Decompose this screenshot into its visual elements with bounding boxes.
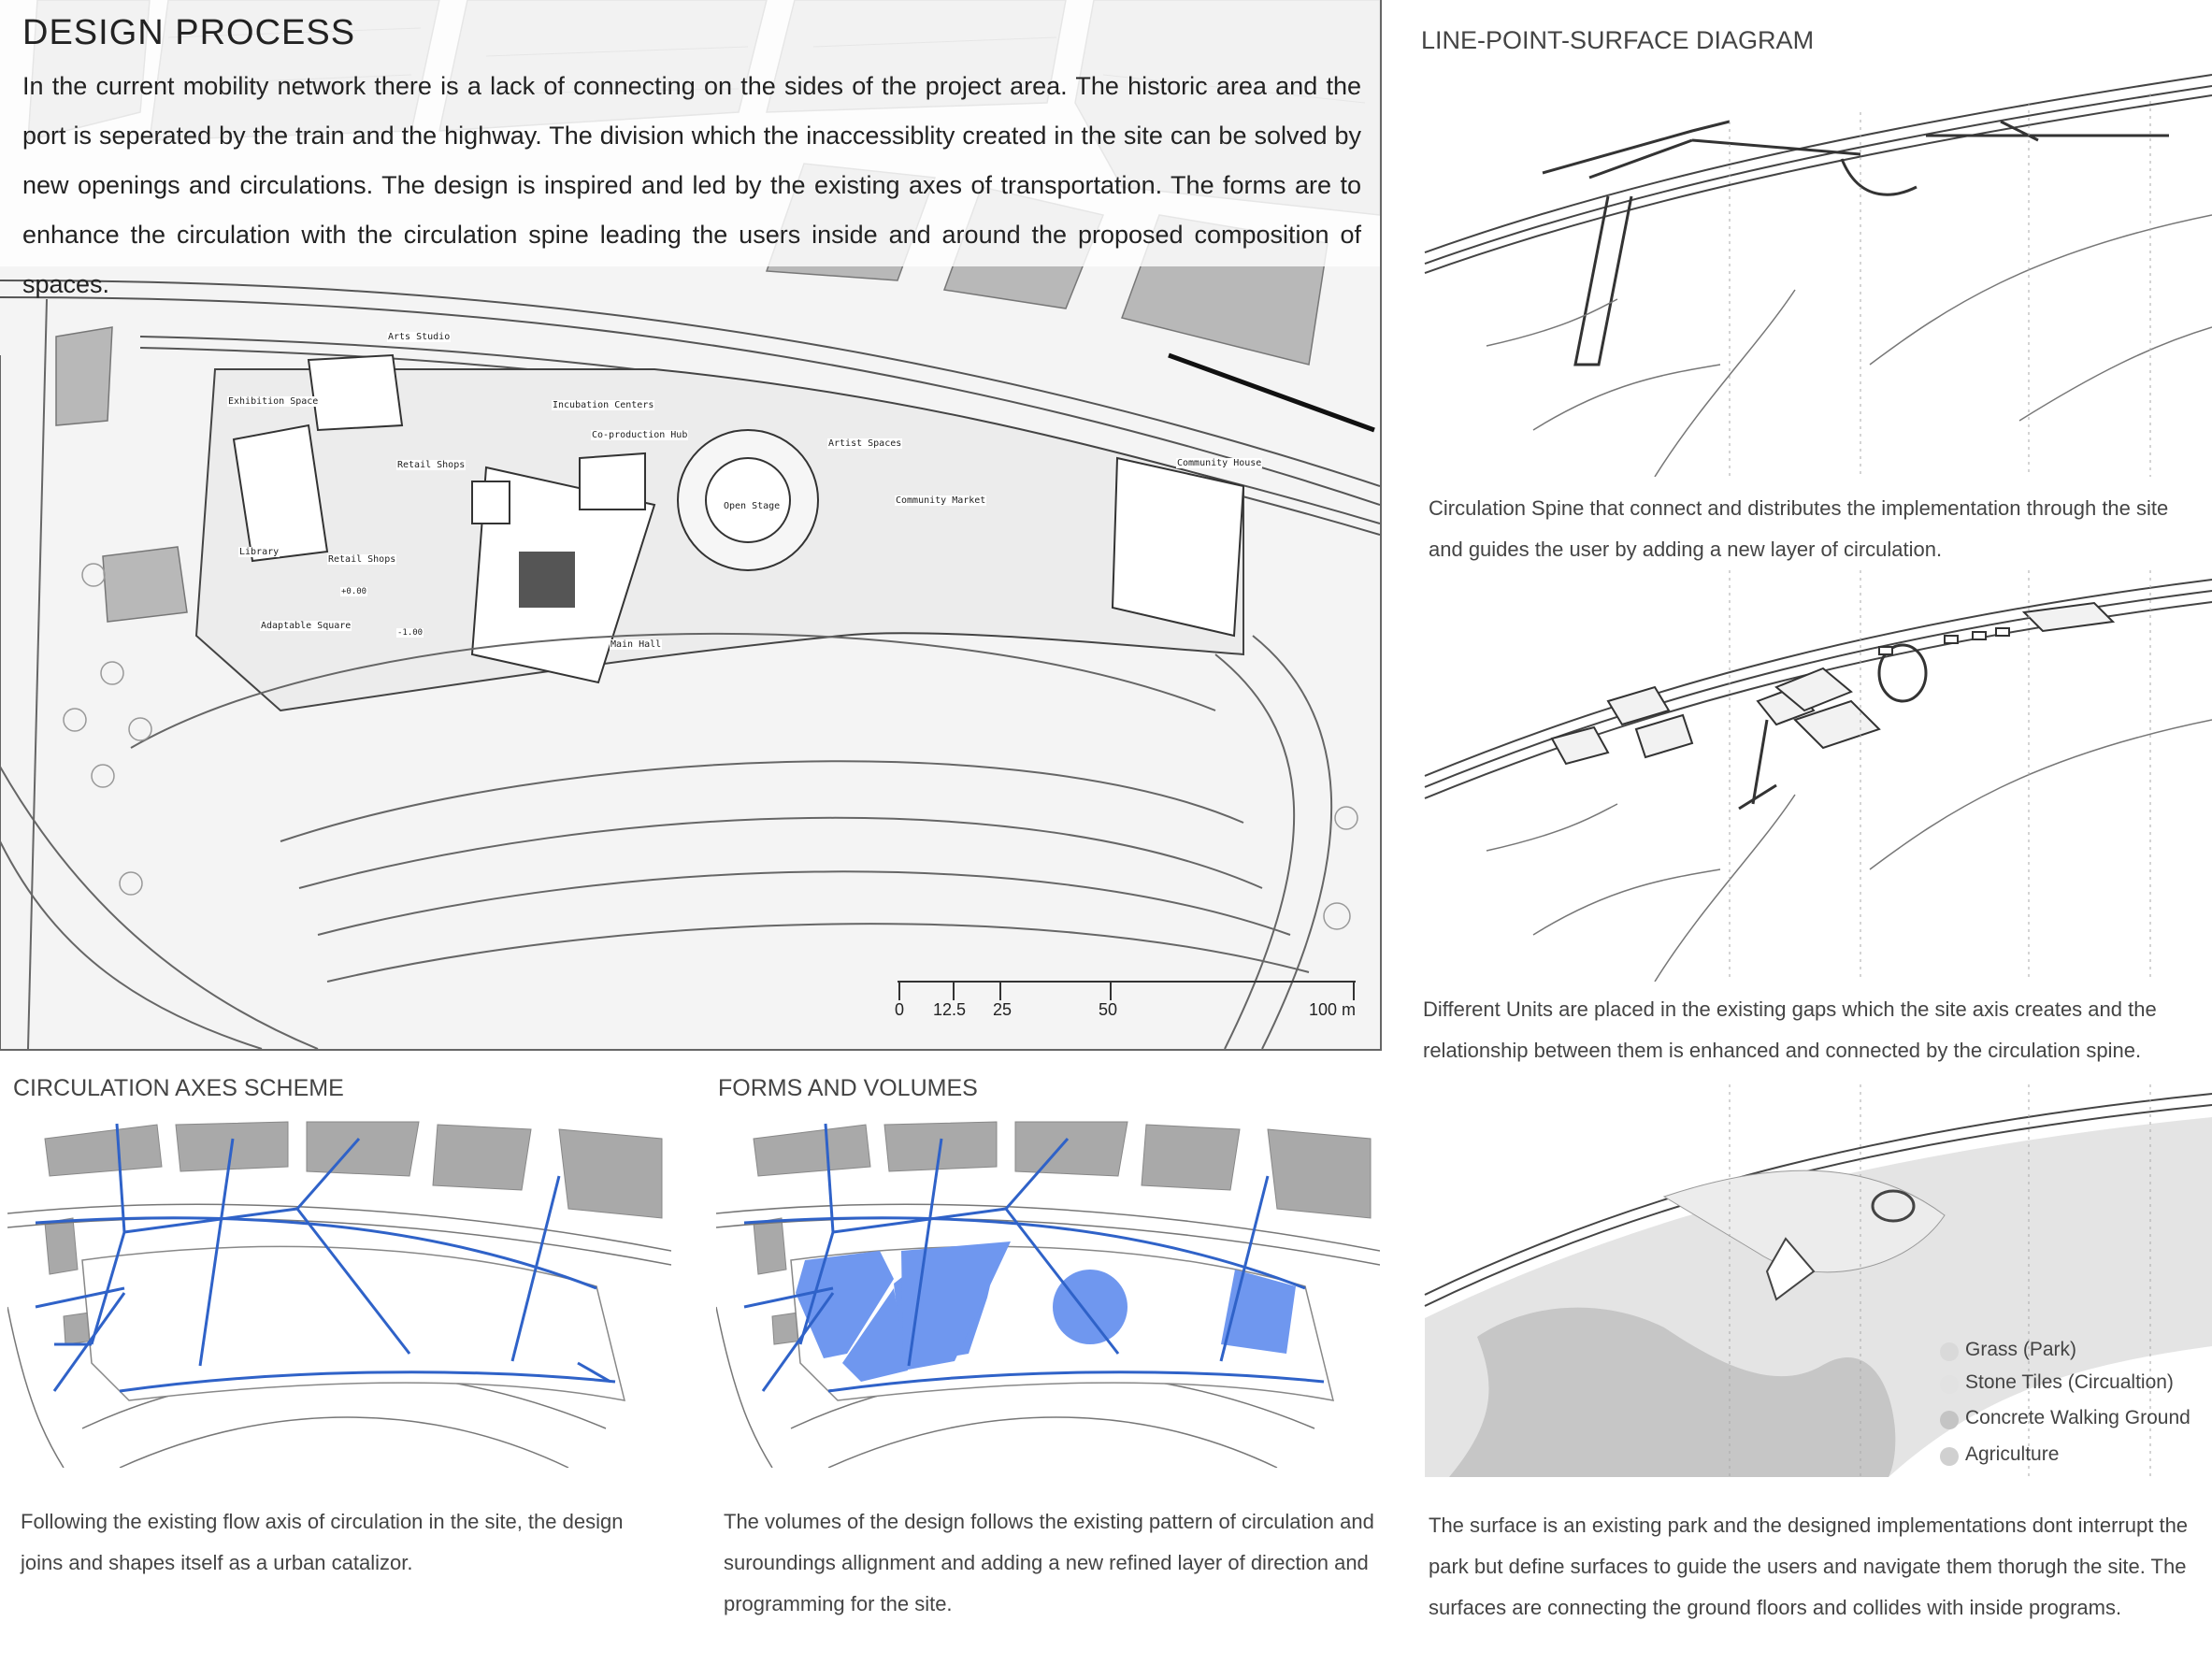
label-arts-studio: Arts Studio <box>388 332 451 342</box>
line-diagram <box>1421 65 2212 477</box>
forms-volumes-diagram <box>716 1120 1380 1468</box>
circulation-title: CIRCULATION AXES SCHEME <box>13 1075 344 1101</box>
label-incubation-centers: Incubation Centers <box>553 400 654 410</box>
legend-item-grass: Grass (Park) <box>1965 1339 2077 1360</box>
legend-swatch-agriculture <box>1940 1447 1959 1466</box>
lps-title: LINE-POINT-SURFACE DIAGRAM <box>1421 26 1815 54</box>
legend-swatch-stone <box>1940 1375 1959 1394</box>
label-artist-spaces: Artist Spaces <box>828 438 902 449</box>
scale-label-50: 50 <box>1099 1000 1118 1019</box>
label-coproduction-hub: Co-production Hub <box>592 430 688 440</box>
site-plan <box>0 0 1382 1051</box>
surface-legend <box>1935 1339 2212 1479</box>
line-caption: Circulation Spine that connect and distributes the implementation through the site and guides the user by adding a new layer of circulation. <box>1429 496 2169 561</box>
label-community-market: Community Market <box>896 495 986 506</box>
scale-label-12-5: 12.5 <box>933 1000 967 1019</box>
label-level-1: -1.00 <box>397 628 424 638</box>
label-retail-shops-2: Retail Shops <box>328 554 396 565</box>
point-caption: Different Units are placed in the existing gaps which the site axis creates and the relationship between them is enhanced and connected by the circulation spine. <box>1423 997 2157 1062</box>
label-level-0: +0.00 <box>341 587 367 596</box>
label-exhibition-space: Exhibition Space <box>228 396 319 407</box>
legend-swatch-grass <box>1940 1342 1959 1361</box>
legend-swatch-concrete <box>1940 1411 1959 1429</box>
circulation-caption: Following the existing flow axis of circulation in the site, the design joins and shapes itself as a urban catalizor. <box>21 1510 624 1574</box>
scale-label-25: 25 <box>993 1000 1013 1019</box>
label-adaptable-square: Adaptable Square <box>261 621 352 631</box>
intro-paragraph: In the current mobility network there is a lack of connecting on the sides of the project area. The historic area and the port is seperated by the train and the highway. The division which the inaccessiblity created in the site can be solved by new openings and circulations. The design is inspired and led by the existing axes of transportation. The forms are to enhance the circulation with the circulation spine leading the users inside and around the proposed composition of spaces. <box>22 72 1361 298</box>
label-library: Library <box>239 547 280 557</box>
forms-title: FORMS AND VOLUMES <box>718 1075 978 1101</box>
surface-caption: The surface is an existing park and the designed implementations dont interrupt the park but define surfaces to guide the users and navigate them thorugh the site. The surfaces are connecting the ground floors and collides with inside programs. <box>1429 1514 2189 1619</box>
forms-caption: The volumes of the design follows the existing pattern of circulation and suroundings allignment and adding a new refined layer of direction and programming for the site. <box>724 1510 1374 1615</box>
page-title: DESIGN PROCESS <box>22 13 356 52</box>
label-open-stage: Open Stage <box>724 501 781 511</box>
intro-panel <box>0 0 1380 298</box>
scale-label-0: 0 <box>895 1000 905 1019</box>
point-diagram <box>1421 570 2212 982</box>
label-retail-shops-1: Retail Shops <box>397 460 466 470</box>
label-community-house: Community House <box>1177 458 1262 468</box>
scale-label-100m: 100 m <box>1309 1000 1357 1019</box>
label-main-hall: Main Hall <box>610 639 662 650</box>
legend-item-stone: Stone Tiles (Circualtion) <box>1965 1371 2174 1393</box>
legend-item-agriculture: Agriculture <box>1965 1443 2060 1465</box>
legend-item-concrete: Concrete Walking Ground <box>1965 1407 2190 1428</box>
circulation-axes-diagram <box>7 1120 671 1468</box>
